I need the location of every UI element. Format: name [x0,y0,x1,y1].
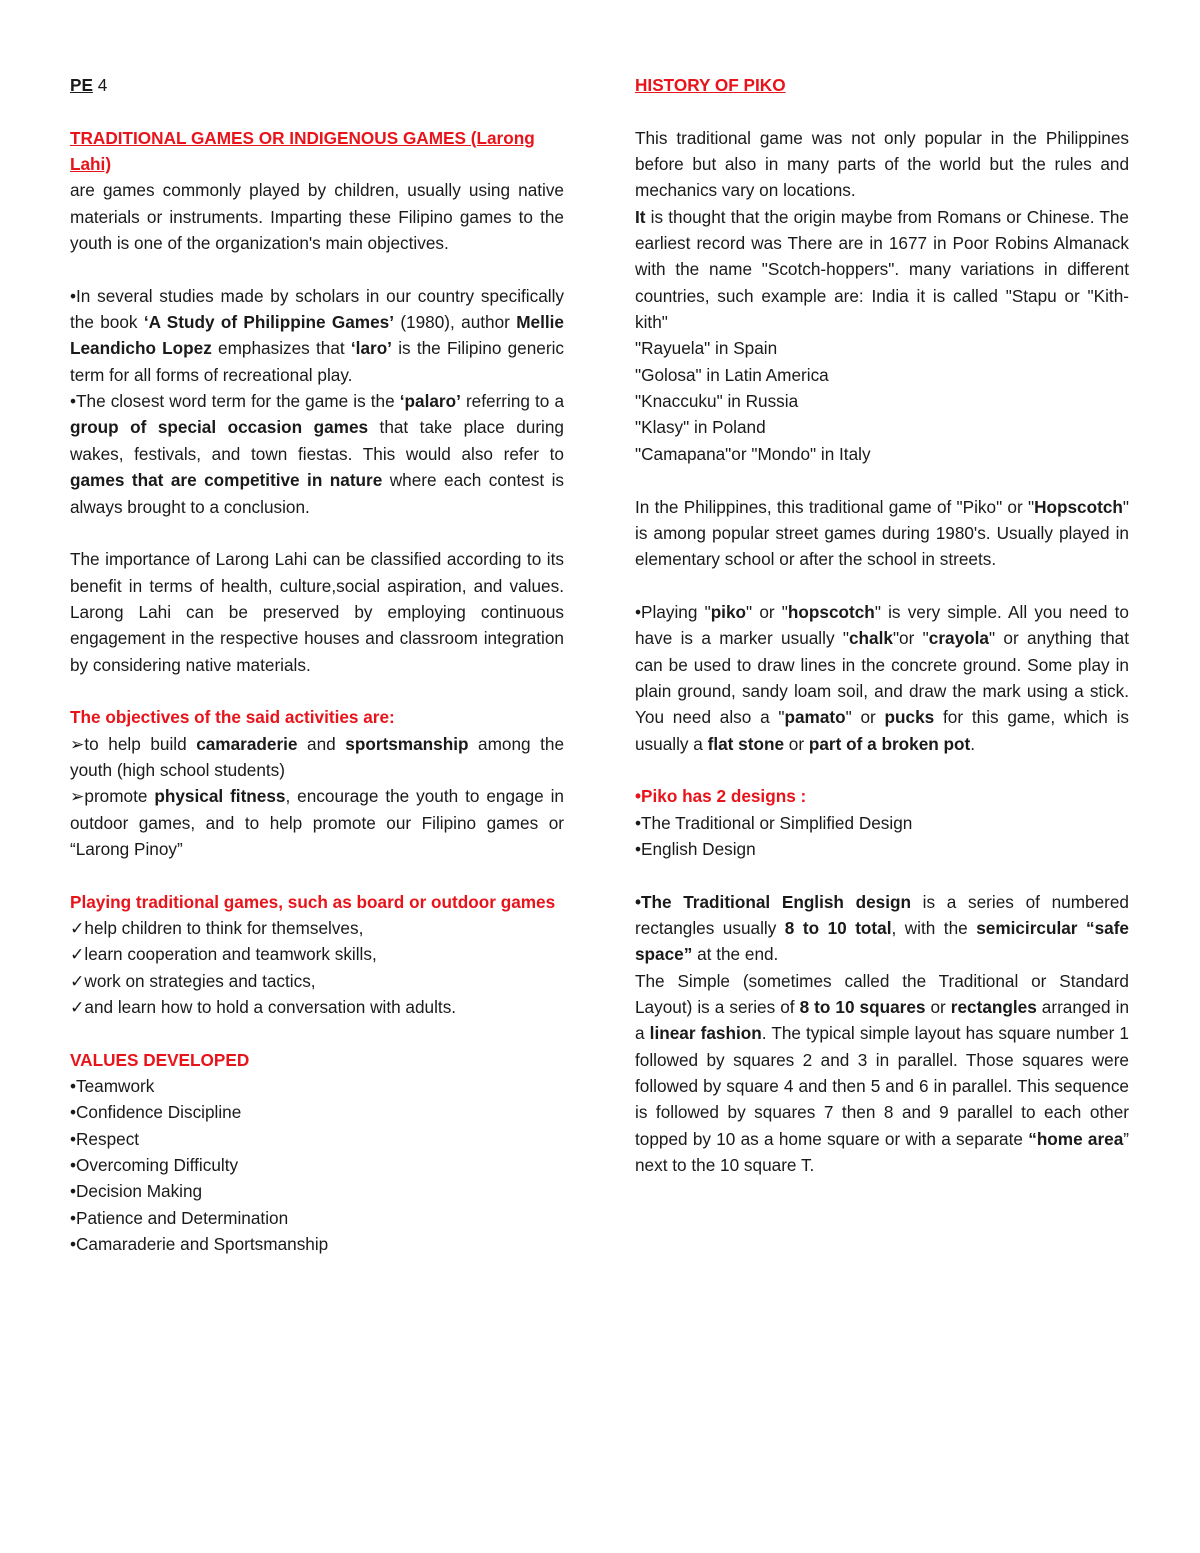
simple-layout-paragraph: The Simple (sometimes called the Traditional or Standard Layout) is a series of 8 to 10 squares or rectangles arranged in a linear fashion. The typical simple layout has square number 1 followed by squares 2 and 3 in parallel. Those squares were followed by square 4 and then 5 and 6 in parallel. This sequence is followed by squares 7 then 8 and 9 parallel to each other topped by 10 as a home square or with a separate “home area” next to the 10 square T. [635,970,1130,1176]
right-column [635,72,1129,1178]
traditional-games-definition: are games commonly played by children, usually using native materials or instruments. Imparting these Filipino games to the youth is one of the organization's main objectives. [70,180,564,254]
benefit-item: ✓work on strategies and tactics, [70,970,316,991]
variant-item: "Camapana"or "Mondo" in Italy [635,443,871,464]
objectives-heading: The objectives of the said activities are: [70,707,395,728]
how-to-play-paragraph: •Playing "piko" or "hopscotch" is very simple. All you need to have is a marker usually "chalk"or "crayola" or anything that can be used to draw lines in the concrete ground. Some play in plain ground, sandy loam soil, and draw the mark using a stick. You need also a "pamato" or pucks for this game, which is usually a flat stone or part of a broken pot. [635,601,1129,754]
design-item: •The Traditional or Simplified Design [635,812,913,833]
history-intro: This traditional game was not only popular in the Philippines before but also in many parts of the world but the rules and mechanics vary on locations. [635,127,1129,201]
objective-item: ➢to help build camaraderie and sportsmanship among the youth (high school students) [70,733,565,780]
variant-item: "Rayuela" in Spain [635,338,778,359]
playing-games-heading: Playing traditional games, such as board or outdoor games [70,891,556,912]
value-item: •Respect [70,1128,140,1149]
course-label: PE 4 [70,75,108,95]
importance-paragraph: The importance of Larong Lahi can be classified according to its benefit in terms of health, culture,social aspiration, and values. Larong Lahi can be preserved by employing continuous engagement in the respective houses and classroom integration by considering native materials. [70,549,564,675]
left-column [70,72,564,1257]
palaro-paragraph: •The closest word term for the game is the ‘palaro’ referring to a group of special occasion games that take place during wakes, festivals, and town fiestas. This would also refer to games that are competitive in nature where each contest is always brought to a conclusion. [70,391,565,517]
value-item: •Patience and Determination [70,1207,289,1228]
benefit-item: ✓learn cooperation and teamwork skills, [70,944,377,965]
variant-item: "Klasy" in Poland [635,417,766,438]
philippines-paragraph: In the Philippines, this traditional game of "Piko" or "Hopscotch" is among popular street games during 1980's. Usually played in elementary school or after the school in streets. [635,496,1129,570]
value-item: •Teamwork [70,1076,155,1097]
design-item: •English Design [635,838,756,859]
benefit-item: ✓help children to think for themselves, [70,918,364,938]
value-item: •Decision Making [70,1181,203,1202]
benefit-item: ✓and learn how to hold a conversation with adults. [70,997,457,1018]
values-heading: VALUES DEVELOPED [70,1049,250,1070]
value-item: •Overcoming Difficulty [70,1155,239,1176]
studies-paragraph: •In several studies made by scholars in our country specifically the book ‘A Study of Philippine Games’ (1980), author Mellie Leandicho Lopez emphasizes that ‘laro’ is the Filipino generic term for all forms of recreational play. [70,285,564,385]
designs-heading: •Piko has 2 designs : [635,786,807,807]
value-item: •Camaraderie and Sportsmanship [70,1234,329,1255]
objective-item: ➢promote physical fitness, encourage the youth to engage in outdoor games, and to help promote our Filipino games or “Larong Pinoy” [70,786,564,859]
origin-paragraph: It is thought that the origin maybe from Romans or Chinese. The earliest record was There are in 1677 in Poor Robins Almanack with the name "Scotch-hoppers". many variations in different countries, such example are: India it is called "Stapu or "Kith-kith" [635,206,1129,333]
variant-item: "Knaccuku" in Russia [635,391,799,412]
variant-item: "Golosa" in Latin America [635,364,829,385]
traditional-games-heading: TRADITIONAL GAMES OR INDIGENOUS GAMES (Larong Lahi) [70,127,535,175]
value-item: •Confidence Discipline [70,1102,242,1123]
english-design-paragraph: •The Traditional English design is a series of numbered rectangles usually 8 to 10 total, with the semicircular “safe space” at the end. [635,891,1129,965]
history-heading: HISTORY OF PIKO [635,75,786,95]
